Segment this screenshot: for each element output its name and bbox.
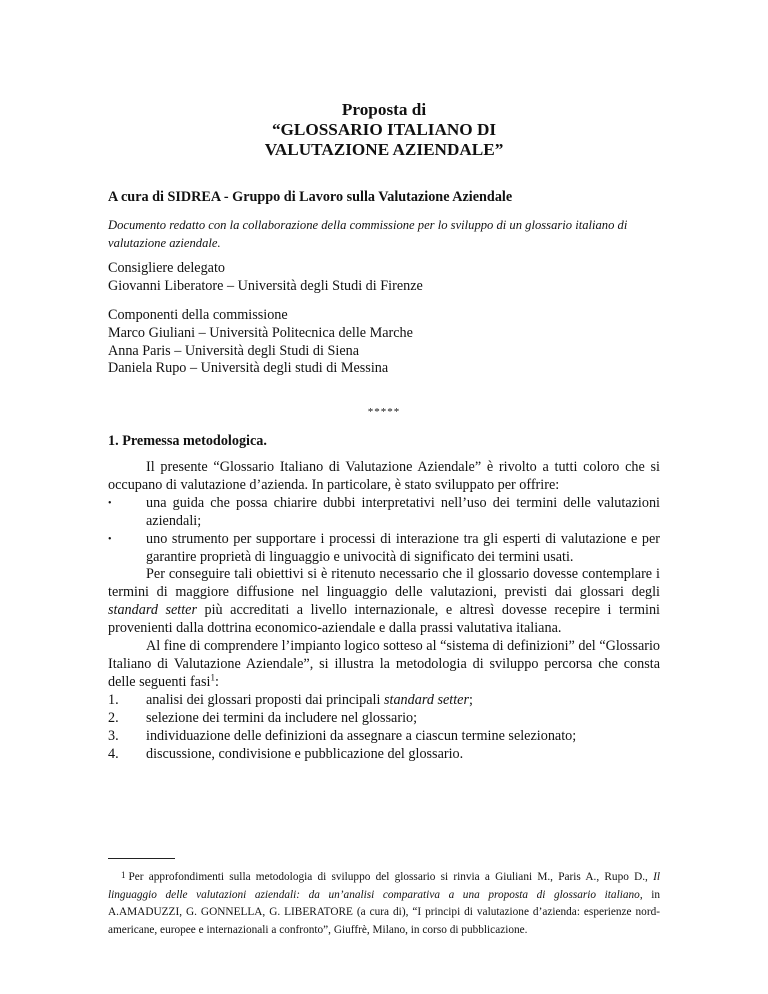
section-heading: 1. Premessa metodologica.	[108, 433, 267, 449]
list-number: 1.	[108, 691, 119, 708]
list-number: 4.	[108, 745, 119, 762]
footnote-text: , in A.AMADUZZI, G. GONNELLA, G. LIBERATORE (a cura di), “I principi di valutazione d’azienda: esperienze nord-americane, europee e internazionali a confronto”, Giuffrè, Milano, in corso di pubblicazione.	[108, 888, 661, 936]
paragraph-text: :	[214, 673, 219, 690]
delegate-block	[108, 260, 423, 296]
title-line-1: Proposta di	[341, 100, 427, 119]
commission-member: Marco Giuliani – Università Politecnica delle Marche	[108, 324, 413, 341]
delegate-name: Giovanni Liberatore – Università degli Studi di Firenze	[108, 277, 423, 294]
emphasis-text: Il linguaggio delle valutazioni aziendali: da un’analisi comparativa a una proposta di glossario italiano	[108, 871, 660, 901]
list-item	[108, 495, 660, 531]
footnote-divider	[108, 858, 175, 859]
footnote-number: 1	[121, 870, 126, 880]
bullet-icon: •	[108, 497, 112, 509]
title-line-3: VALUTAZIONE AZIENDALE”	[264, 140, 504, 159]
paragraph-text: Al fine di comprendere l’impianto logico sotteso al “sistema di definizioni” del “Glossario Italiano di Valutazione Aziendale”, si illustra la metodologia di sviluppo percorsa che consta delle seguenti fasi	[108, 638, 660, 690]
list-item-text: discussione, condivisione e pubblicazione del glossario.	[146, 745, 464, 762]
bullet-icon: •	[108, 533, 112, 545]
phases-list	[108, 692, 660, 764]
list-item-text: ;	[469, 691, 473, 708]
list-item-text: selezione dei termini da includere nel glossario;	[146, 709, 418, 726]
curator-line: A cura di SIDREA - Gruppo di Lavoro sulla Valutazione Aziendale	[108, 189, 513, 205]
footnote-text: Per approfondimenti sulla metodologia di sviluppo del glossario si rinvia a Giuliani M., Paris A., Rupo D.,	[128, 871, 654, 883]
paragraph-intro: Il presente “Glossario Italiano di Valutazione Aziendale” è rivolto a tutti coloro che si occupano di valutazione d’azienda. In particolare, è stato sviluppato per offrire:	[108, 459, 660, 493]
list-item	[108, 710, 660, 728]
paragraph-text: Per conseguire tali obiettivi si è ritenuto necessario che il glossario dovesse contemplare i termini di maggiore diffusione nel linguaggio delle valutazioni, previsti dai glossari degli	[108, 566, 660, 601]
list-item	[108, 531, 660, 567]
commission-member: Daniela Rupo – Università degli studi di Messina	[108, 360, 389, 377]
objectives-list	[108, 495, 660, 567]
list-item	[108, 728, 660, 746]
section-separator: *****	[367, 406, 401, 418]
delegate-heading: Consigliere delegato	[108, 260, 226, 276]
document-title	[108, 100, 660, 160]
title-line-2: “GLOSSARIO ITALIANO DI	[271, 120, 497, 139]
list-item-text: analisi dei glossari proposti dai principali	[146, 691, 384, 708]
emphasis-text: standard setter	[108, 602, 197, 619]
list-number: 3.	[108, 727, 119, 744]
footnote	[108, 867, 660, 939]
paragraph-methodology	[108, 638, 660, 692]
list-number: 2.	[108, 709, 119, 726]
list-item	[108, 746, 660, 764]
list-item-text: individuazione delle definizioni da assegnare a ciascun termine selezionato;	[146, 727, 577, 744]
footnote-reference[interactable]: 1	[210, 672, 215, 683]
emphasis-text: standard setter	[384, 691, 469, 708]
section-body	[108, 459, 660, 763]
commission-heading: Componenti della commissione	[108, 307, 288, 323]
collaboration-note: Documento redatto con la collaborazione della commissione per lo sviluppo di un glossario italiano di valutazione aziendale.	[108, 218, 628, 250]
commission-member: Anna Paris – Università degli Studi di Siena	[108, 342, 360, 359]
list-item	[108, 692, 660, 710]
commission-block	[108, 307, 413, 378]
list-item-text: una guida che possa chiarire dubbi interpretativi nell’uso dei termini delle valutazioni aziendali;	[146, 494, 660, 529]
paragraph-text: più accreditati a livello internazionale, e altresì dovesse recepire i termini provenienti dalla dottrina economico-aziendale e dalla prassi valutativa italiana.	[108, 602, 660, 637]
list-item-text: uno strumento per supportare i processi di interazione tra gli esperti di valutazione e per garantire proprietà di linguaggio e univocità di significato dei termini usati.	[146, 530, 660, 565]
paragraph-objectives	[108, 566, 660, 638]
